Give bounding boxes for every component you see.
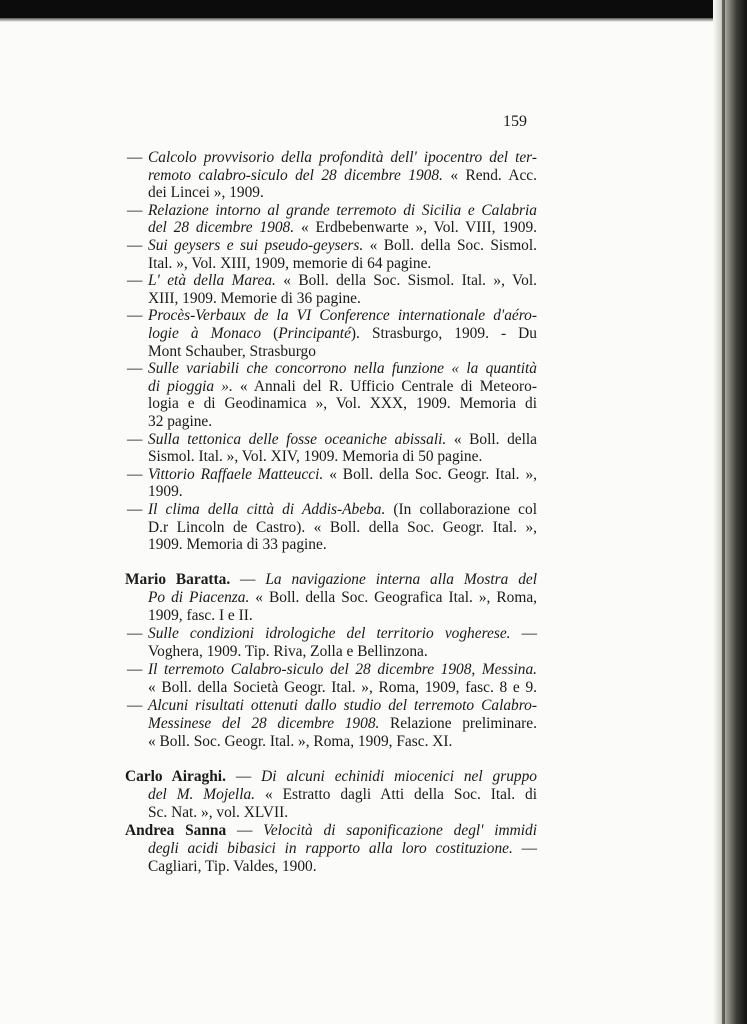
entry-text-line: [148, 786, 537, 804]
entry-text-line: [148, 184, 537, 202]
work-title: Relazione intorno al grande terremoto di Sicilia e Calabria: [148, 201, 537, 219]
work-title: Po di Piacenza.: [148, 589, 250, 606]
entry-text-line: [148, 466, 537, 484]
entry-dash: —: [127, 360, 143, 378]
entry-text-line: [148, 519, 537, 537]
citation-text: Relazione preliminare.: [379, 715, 537, 732]
entry-text-line: [148, 325, 537, 343]
work-title: Alcuni risultati ottenuti dallo studio del terremoto Calabro-: [148, 697, 537, 714]
scan-right-line: [722, 0, 725, 1024]
entry-text-line: [148, 290, 537, 308]
citation-text: « Boll. della Soc. Sismol. Ital. », Vol.: [275, 272, 537, 290]
citation-text: « Boll. Soc. Geogr. Ital. », Roma, 1909, Fasc. XI.: [148, 733, 453, 750]
entry-text-line: [148, 483, 537, 501]
entry-text-line: [148, 202, 537, 220]
citation-text: « Boll. della Soc. Geografica Ital. », Roma,: [249, 589, 537, 606]
entry-text-line: [148, 448, 537, 466]
citation-text: « Erdbebenwarte », Vol. VIII, 1909.: [294, 219, 537, 237]
work-title: Il terremoto Calabro-siculo del 28 dicembre 1908, Messina.: [148, 661, 537, 678]
work-title: del M. Mojella.: [148, 786, 256, 803]
entry-text-line: [148, 167, 537, 185]
work-title: Sui geysers e sui pseudo-geysers.: [148, 237, 364, 254]
citation-text: Cagliari, Tip. Valdes, 1900.: [148, 858, 317, 875]
citation-text: Ital. », Vol. XIII, 1909, memorie di 64 pagine.: [148, 254, 432, 272]
work-title: degli acidi bibasici in rapporto alla loro costituzione.: [148, 840, 513, 857]
entry-dash: —: [127, 201, 143, 219]
entry-text-line: [148, 343, 537, 361]
work-title: Sulle condizioni idrologiche del territorio vogherese.: [148, 625, 511, 642]
page-number: 159: [503, 113, 527, 130]
entry-text-line: [148, 840, 537, 858]
entry-author-line: [125, 768, 537, 786]
citation-text: « Annali del R. Ufficio Centrale di Meteoro-: [232, 377, 537, 395]
entry-author-line: [125, 571, 537, 589]
entry-dash: —: [127, 272, 143, 290]
citation-text: 32 pagine.: [148, 413, 213, 430]
citation-text: —: [230, 571, 266, 588]
citation-text: ). Strasburgo, 1909. - Du: [350, 325, 537, 342]
entry-text-line: [148, 697, 537, 715]
work-title: Il clima della città di Addis-Abeba.: [148, 501, 386, 518]
entry-text-line: [148, 858, 537, 876]
citation-text: Voghera, 1909. Tip. Riva, Zolla e Bellinzona.: [148, 643, 428, 660]
citation-text: 1909, fasc. I e II.: [148, 607, 253, 624]
entry-text-line: [148, 607, 537, 625]
entry-text-line: [148, 431, 537, 449]
scan-top-shadow: [0, 18, 720, 22]
work-title: remoto calabro-siculo del 28 dicembre 1908.: [148, 166, 443, 184]
citation-text: —: [225, 768, 262, 785]
citation-text: (In collaborazione col: [385, 501, 537, 518]
author-name: Andrea Sanna: [125, 822, 227, 839]
entry-dash: —: [127, 149, 143, 166]
work-title: Principanté: [278, 325, 351, 342]
entry-dash: —: [127, 625, 143, 642]
entry-text-line: [148, 501, 537, 519]
entry-dash: —: [127, 430, 143, 448]
work-title: L' età della Marea.: [148, 272, 276, 290]
entry-text-line: [148, 395, 537, 413]
entry-text-line: [148, 149, 537, 167]
entry-dash: —: [127, 465, 143, 483]
entry-text-line: [148, 307, 537, 325]
citation-text: 1909. Memoria di 33 pagine.: [148, 536, 327, 554]
citation-text: logia e di Geodinamica », Vol. XXX, 1909. Memoria di: [148, 395, 537, 413]
scan-top-border: [0, 0, 730, 18]
entry-dash: —: [127, 501, 143, 518]
work-title: Vittorio Raffaele Matteucci.: [148, 465, 324, 483]
citation-text: Sc. Nat. », vol. XLVII.: [148, 804, 289, 821]
citation-text: Sismol. Ital. », Vol. XIV, 1909. Memoria di 50 pagine.: [148, 448, 483, 466]
work-title: Procès-Verbaux de la VI Conference internationale d'aéro-: [148, 307, 537, 325]
work-title: Calcolo provvisorio della profondità dell' ipocentro del ter-: [148, 149, 537, 166]
entry-text-line: [148, 679, 537, 697]
citation-text: 1909.: [148, 483, 183, 501]
work-title: Sulle variabili che concorrono nella funzione « la quantità: [148, 360, 537, 378]
citation-text: XIII, 1909. Memorie di 36 pagine.: [148, 289, 361, 307]
author-name: Carlo Airaghi.: [125, 768, 226, 785]
entry-dash: —: [127, 307, 143, 325]
entry-text-line: [148, 272, 537, 290]
citation-text: (: [261, 325, 279, 342]
citation-text: dei Lincei », 1909.: [148, 184, 264, 202]
citation-text: « Boll. della Soc. Sismol.: [363, 237, 537, 254]
entry-text-line: [148, 237, 537, 255]
citation-text: Mont Schauber, Strasburgo: [148, 342, 316, 360]
entry-text-line: [148, 378, 537, 396]
entry-text-line: [148, 643, 537, 661]
citation-text: « Boll. della: [446, 430, 538, 448]
entry-dash: —: [127, 661, 143, 678]
work-title: del 28 dicembre 1908.: [148, 219, 295, 237]
citation-text: « Rend. Acc.: [442, 166, 537, 184]
entry-text-line: [148, 625, 537, 643]
work-title: Sulla tettonica delle fosse oceaniche abissali.: [148, 430, 447, 448]
work-title: Velocità di saponificazione degl' immidi: [263, 822, 537, 839]
citation-text: —: [512, 840, 537, 857]
citation-text: « Boll. della Società Geogr. Ital. », Roma, 1909, fasc. 8 e 9.: [148, 679, 537, 696]
entry-text-line: [148, 804, 537, 822]
work-title: Di alcuni echinidi miocenici nel gruppo: [261, 768, 537, 785]
entry-text-line: [148, 536, 537, 554]
entry-text-line: [148, 360, 537, 378]
entry-text-line: [148, 589, 537, 607]
work-title: di pioggia ».: [148, 377, 233, 395]
entry-text-line: [148, 661, 537, 679]
entry-dash: —: [127, 697, 143, 714]
citation-text: D.r Lincoln de Castro). « Boll. della Soc. Geogr. Ital. »,: [148, 518, 537, 536]
entry-author-line: [125, 822, 537, 840]
citation-text: —: [226, 822, 264, 839]
author-name: Mario Baratta.: [125, 571, 231, 588]
citation-text: —: [510, 625, 537, 642]
entry-text-line: [148, 219, 537, 237]
entry-text-line: [148, 733, 537, 751]
entry-text-line: [148, 715, 537, 733]
citation-text: « Boll. della Soc. Geogr. Ital. »,: [323, 465, 537, 483]
entry-dash: —: [127, 237, 143, 254]
work-title: logie à Monaco: [148, 325, 262, 342]
entry-text-line: [148, 255, 537, 273]
citation-text: « Estratto dagli Atti della Soc. Ital. di: [255, 786, 537, 803]
scan-right-border: [713, 0, 747, 1024]
entry-text-line: [148, 413, 537, 431]
work-title: Messinese del 28 dicembre 1908.: [148, 715, 380, 732]
work-title: La navigazione interna alla Mostra del: [265, 571, 537, 588]
